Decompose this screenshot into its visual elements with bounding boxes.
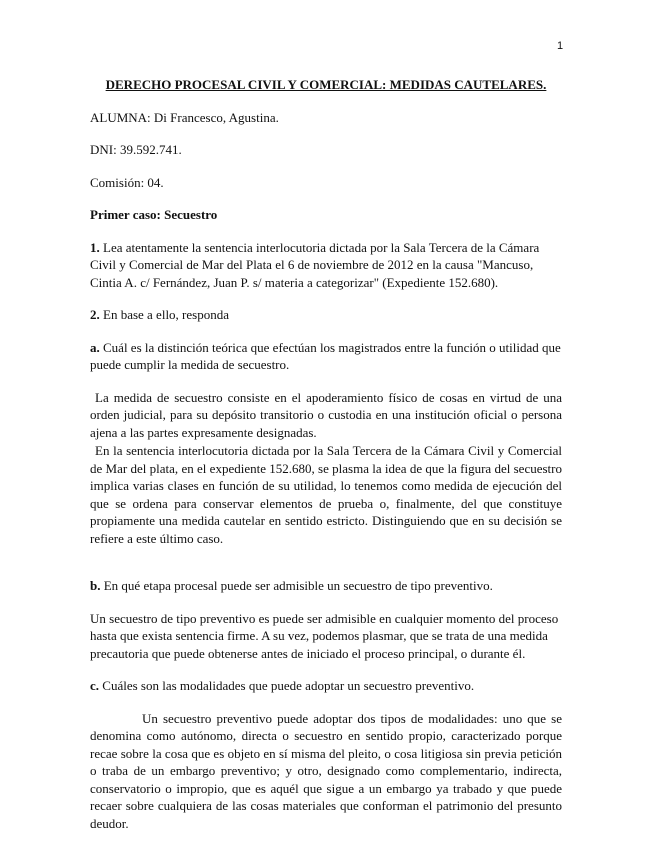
item-2 xyxy=(90,306,562,324)
question-b-label: b. xyxy=(90,578,101,593)
case-title xyxy=(90,206,562,224)
item-2-text: En base a ello, responda xyxy=(99,307,229,322)
answer-a-paragraph-2: En la sentencia interlocutoria dictada por la Sala Tercera de la Cámara Civil y Comercial de Mar del plata, en el expediente 152.680, se plasma la idea de que la figura del secuestro implica varias clases en función de su utilidad, lo tenemos como medida de ejecución del que se ordena para conservar elementos de prueba o, finalmente, del que constituye propiamente una medida cautelar en sentido estricto. Distinguiendo que en su decisión se refiere a este último caso. xyxy=(90,443,562,546)
document-body xyxy=(90,76,562,832)
answer-a-paragraph-1: La medida de secuestro consiste en el apoderamiento físico de cosas en virtud de una orden judicial, para su depósito transitorio o custodia en una institución oficial o persona ajena a las partes expresamente designadas. xyxy=(90,389,562,440)
item-1 xyxy=(90,239,562,292)
answer-c: Un secuestro preventivo puede adoptar dos tipos de modalidades: uno que se denomina como autónomo, directa o secuestro en sentido propio, caracterizado porque recae sobre la cosa que es objeto en sí misma del pleito, o cosa litigiosa sin previa petición o traba de un embargo preventivo; y otro, designado como complementario, indirecta, conservatorio o impropio, que es aquél que sigue a un embargo ya trabado y que puede recaer sobre cualquiera de las cosas materiales que conforman el patrimonio del presunto deudor. xyxy=(90,710,562,831)
item-1-number: 1. xyxy=(90,239,100,255)
question-c-label: c. xyxy=(90,678,100,693)
question-a xyxy=(90,339,562,374)
student-dni: DNI: 39.592.741. xyxy=(90,142,182,157)
question-a-label: a. xyxy=(90,339,100,355)
question-c-text: Cuáles son las modalidades que puede adoptar un secuestro preventivo. xyxy=(99,678,475,693)
case-title-text: Primer caso: Secuestro xyxy=(90,207,218,222)
question-b xyxy=(90,577,562,595)
page-number: 1 xyxy=(557,40,564,52)
document-title: DERECHO PROCESAL CIVIL Y COMERCIAL: MEDIDAS CAUTELARES. xyxy=(105,77,547,92)
item-2-number: 2. xyxy=(90,307,100,322)
item-1-text: Lea atentamente la sentencia interlocutoria dictada por la Sala Tercera de la Cámara Civil y Comercial de Mar del Plata el 6 de noviembre de 2012 en la causa "Mancuso, Cintia A. c/ Fernández, Juan P. s/ materia a categorizar" (Expediente 152.680). xyxy=(90,239,540,290)
commission: Comisión: 04. xyxy=(90,174,164,190)
student-name: ALUMNA: Di Francesco, Agustina. xyxy=(90,109,279,125)
question-a-text: Cuál es la distinción teórica que efectúan los magistrados entre la función o utilidad que puede cumplir la medida de secuestro. xyxy=(90,339,561,372)
question-b-text: En qué etapa procesal puede ser admisible un secuestro de tipo preventivo. xyxy=(100,578,493,593)
question-c xyxy=(90,677,562,695)
answer-b: Un secuestro de tipo preventivo es puede ser admisible en cualquier momento del proceso hasta que exista sentencia firme. A su vez, podemos plasmar, que se trata de una medida precautoria que puede obtenerse antes de iniciado el proceso principal, o durante él. xyxy=(90,610,559,661)
